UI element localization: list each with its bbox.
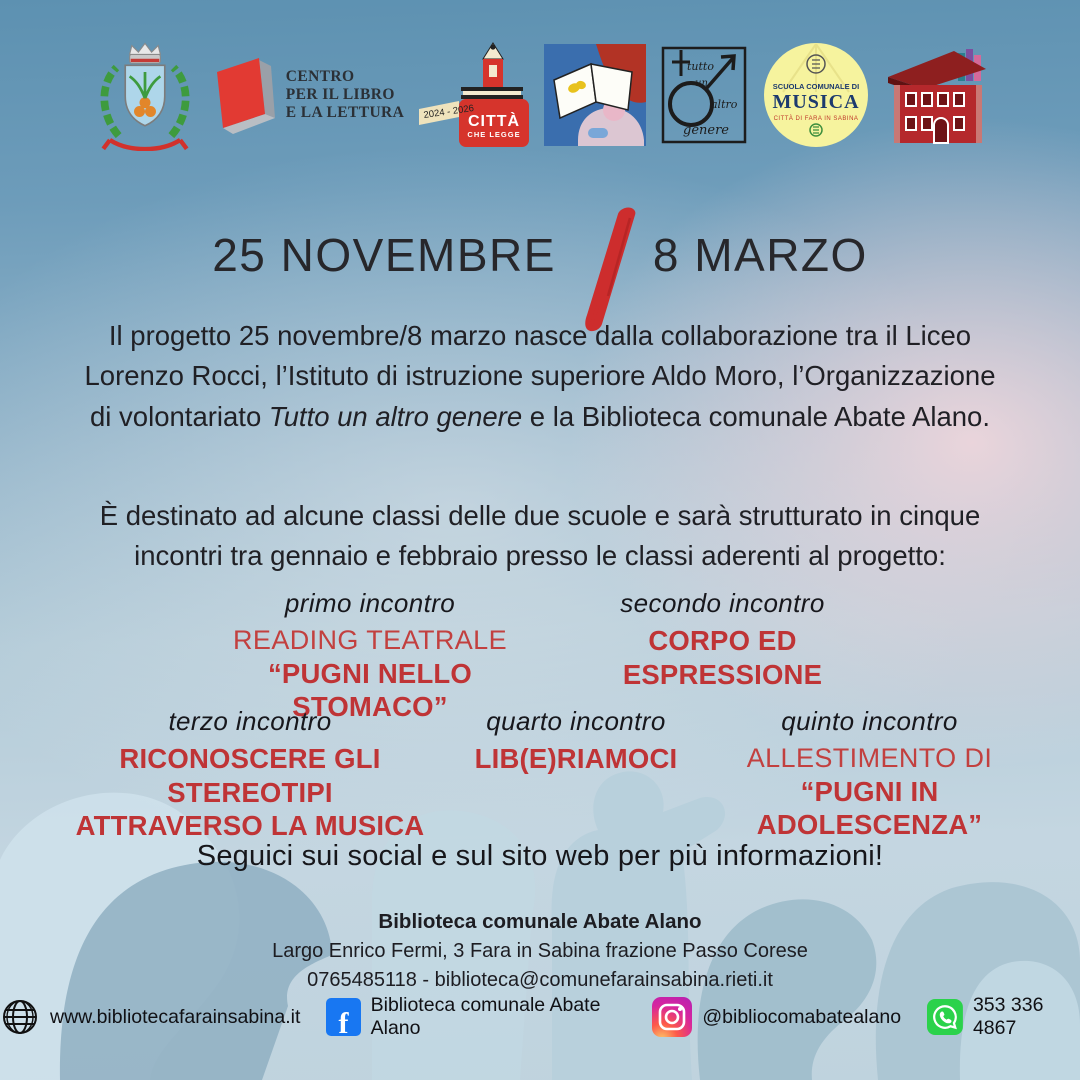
genere-word1: tutto xyxy=(686,60,714,73)
meeting-quarto xyxy=(450,706,702,843)
partner-logos-row xyxy=(90,36,990,154)
globe-icon xyxy=(0,997,40,1037)
meeting-label: terzo incontro xyxy=(168,706,332,736)
event-title xyxy=(0,192,1080,318)
website-link[interactable] xyxy=(0,997,300,1037)
whatsapp-link[interactable] xyxy=(927,994,1080,1040)
intro-text-part1: Il progetto 25 novembre/8 marzo nasce dalla collaborazione tra il Liceo Lorenzo Rocci, l’Istituto di istruzione superiore Aldo Moro, l’Organizzazione di volontariato xyxy=(84,320,996,432)
library-address: Largo Enrico Fermi, 3 Fara in Sabina frazione Passo Corese xyxy=(272,940,808,962)
meeting-secondo xyxy=(550,588,895,724)
meeting-terzo xyxy=(50,706,450,843)
meeting-line: ATTRAVERSO LA MUSICA xyxy=(75,810,425,842)
meeting-label: primo incontro xyxy=(284,588,456,618)
red-brush-slash-icon xyxy=(580,206,638,332)
centro-per-il-libro-logo xyxy=(213,54,405,136)
library-phone-email: 0765485118 - biblioteca@comunefarainsabina.rieti.it xyxy=(307,969,773,991)
meeting-line: LIB(E)RIAMOCI xyxy=(474,743,678,774)
instagram-icon xyxy=(652,997,692,1037)
meetings-row-2 xyxy=(50,706,1080,843)
meeting-quinto xyxy=(702,706,1037,843)
meetings-row-1 xyxy=(0,588,1080,724)
genere-word4: genere xyxy=(682,123,729,138)
meeting-line: READING TEATRALE xyxy=(233,625,507,655)
meeting-label: quarto incontro xyxy=(486,706,666,736)
meeting-label: quinto incontro xyxy=(781,706,958,736)
centro-line1: CENTRO xyxy=(285,68,355,86)
intro-text-part2: e la Biblioteca comunale Abate Alano. xyxy=(522,400,990,432)
meeting-line: “PUGNI IN ADOLESCENZA” xyxy=(756,775,983,841)
biblioteca-building-logo xyxy=(882,45,990,145)
tutto-un-altro-genere-logo xyxy=(659,42,751,148)
citta-banner-label: 2024 - 2026 xyxy=(422,103,475,121)
genere-word2: un xyxy=(694,78,708,89)
instagram-label: @bibliocomabatealano xyxy=(702,1005,902,1028)
meeting-primo xyxy=(190,588,550,724)
reading-person-logo xyxy=(544,44,646,146)
citta-subtitle-label: CHE LEGGE xyxy=(467,130,521,139)
meeting-line: CORPO ED ESPRESSIONE xyxy=(622,625,823,690)
facebook-glyph: f xyxy=(338,1006,349,1036)
meeting-line: “PUGNI NELLO STOMACO” xyxy=(267,657,473,723)
meeting-label: secondo incontro xyxy=(620,588,825,618)
footer-contact-block xyxy=(0,910,1080,995)
centro-line3: E LA LETTURA xyxy=(285,103,405,121)
contacts-row xyxy=(0,994,1080,1040)
citta-title-label: CITTÀ xyxy=(467,113,521,130)
whatsapp-icon xyxy=(927,997,963,1037)
intro-text-italic: Tutto un altro genere xyxy=(268,400,523,432)
whatsapp-label: 353 336 4867 xyxy=(972,994,1044,1039)
description-paragraph: È destinato ad alcune classi delle due scuole e sarà strutturato in cinque incontri tra gennaio e febbraio presso le classi aderenti al progetto: xyxy=(99,500,981,572)
facebook-icon xyxy=(326,998,360,1036)
title-date-right: 8 MARZO xyxy=(652,229,868,281)
library-name: Biblioteca comunale Abate Alano xyxy=(378,910,702,933)
social-heading: Seguici sui social e sul sito web per più informazioni! xyxy=(196,840,884,872)
centro-line2: PER IL LIBRO xyxy=(285,86,395,104)
red-book-icon xyxy=(213,54,277,136)
genere-word3: altro xyxy=(710,98,737,111)
citta-che-legge-logo xyxy=(417,41,531,149)
musica-line1-label: SCUOLA COMUNALE DI xyxy=(773,82,860,91)
musica-line2-label: MUSICA xyxy=(772,91,860,113)
meeting-line: RICONOSCERE GLI STEREOTIPI xyxy=(119,743,381,808)
title-date-left: 25 NOVEMBRE xyxy=(212,229,556,281)
intro-paragraph xyxy=(72,316,1008,437)
website-label: www.bibliotecafarainsabina.it xyxy=(50,1005,301,1028)
fara-in-sabina-crest-logo xyxy=(90,39,200,151)
meeting-line: ALLESTIMENTO DI xyxy=(746,743,993,773)
musica-line3-label: CITTÀ DI FARA IN SABINA xyxy=(773,116,859,122)
facebook-label: Biblioteca comunale Abate Alano xyxy=(370,994,601,1039)
facebook-link[interactable] xyxy=(326,994,626,1040)
scuola-musica-logo xyxy=(763,42,869,148)
instagram-link[interactable] xyxy=(652,997,901,1037)
